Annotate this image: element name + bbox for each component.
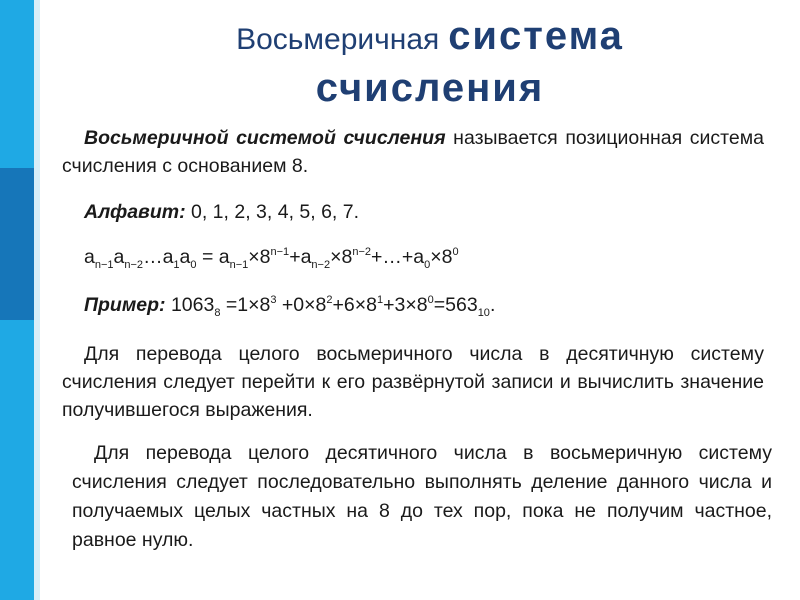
example-term-4-exp: 0: [427, 294, 434, 306]
example-term-3: +6: [332, 294, 355, 316]
decimal-to-octal-text: Для перевода целого десятичного числа в восьмеричную систему счисления следует последовательно выполнять деление данного числа и получаемых целых частных на 8 до тех пор, пока не получим частное, равное нулю.: [72, 442, 772, 551]
slide-title-line-1: [60, 14, 800, 59]
left-accent-bar-top: [0, 0, 34, 168]
definition-text: называется позиционная система счисления с основанием 8.: [62, 127, 764, 177]
alphabet-line: [84, 198, 786, 226]
expansion-formula: $a_{n-1}a_{n-2}\dots a_1a_0$ = $a_{n-1}\times 8^{n-1}+a_{n-2}\times 8^{n-2}+\dots+a_0\times 8^0$: [84, 246, 459, 271]
octal-to-decimal-text: Для перевода целого восьмеричного числа в десятичную систему счисления следует перейти к его развёрнутой записи и вычислить значение получившегося выражения.: [62, 343, 764, 421]
slide-title-line-2: счисления: [315, 66, 545, 110]
example-term-3-exp: 1: [377, 294, 384, 306]
alphabet-label: Алфавит:: [84, 201, 186, 223]
example-end: .: [489, 294, 496, 316]
example-result-base: 10: [477, 307, 490, 319]
example-term-1-base: 8: [259, 294, 271, 316]
example-label: Пример:: [84, 294, 166, 316]
example-result: =563: [433, 294, 478, 316]
example-number-base: 8: [214, 307, 221, 319]
example-term-4: +3: [383, 294, 406, 316]
example-line: Пример: $1063_8 =1\times 8^3 +0\times 8^2+6\times 8^1+3\times 8^0=563_{10}$.: [84, 294, 496, 319]
example-term-3-base: 8: [366, 294, 378, 316]
slide-title-word-2: система: [448, 14, 624, 58]
left-accent-bar-bottom: [0, 320, 34, 600]
example-number: 1063: [165, 294, 215, 316]
example-term-2-base: 8: [315, 294, 327, 316]
octal-to-decimal-paragraph: [62, 340, 764, 424]
left-accent-bar-middle: [0, 168, 34, 320]
example-term-2: +0: [276, 294, 305, 316]
example-term-1: =1: [220, 294, 249, 316]
example-term-1-exp: 3: [270, 294, 277, 306]
example-term-4-base: 8: [416, 294, 428, 316]
definition-term: Восьмеричной системой счисления: [84, 127, 446, 149]
left-accent-stripe: [34, 0, 40, 600]
decimal-to-octal-paragraph: [72, 439, 772, 555]
example-term-2-exp: 2: [326, 294, 333, 306]
definition-paragraph: [62, 124, 764, 180]
slide-title-word-1: Восьмеричная: [236, 23, 440, 56]
alphabet-value: 0, 1, 2, 3, 4, 5, 6, 7.: [185, 201, 360, 223]
